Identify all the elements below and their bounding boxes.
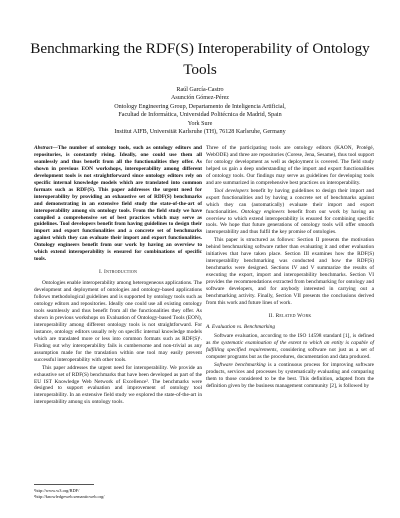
paragraph [206, 333, 374, 361]
emphasis: Tool developers [214, 187, 249, 194]
emphasis: the systematic examination of the extent to which an entity is capable of fulfilling specified requirements [206, 339, 374, 353]
emphasis: Ontology engineers [240, 208, 285, 215]
emphasis: Software benchmarking [214, 361, 266, 368]
footnote-rule [34, 484, 94, 485]
footnote: ¹http://www.w3.org/RDF/ [34, 488, 80, 493]
paragraph-text: Software evaluation, according to the ISO 14598 standard [1], is defined as [206, 332, 374, 346]
paragraph-text: , considering software not just as a set of computer programs but as the procedures, documentation and data produced. [206, 346, 374, 360]
affiliation-line: Institut AIFB, Universität Karlsruhe (TH), 76128 Karlsruhe, Germany [114, 129, 286, 136]
right-column [206, 145, 374, 390]
paragraph-text: benefit by having guidelines to design their import and export functionalities and by having a concrete set of benchmarks against which they can (automatically) evaluate their import and export functionalities. [206, 187, 375, 215]
footnote: ²http://knowledgeweb.semanticweb.org/ [34, 493, 105, 499]
author-block [20, 86, 380, 136]
paragraph [206, 362, 374, 390]
abstract-label: Abstract [34, 145, 53, 151]
footnotes [34, 488, 202, 499]
paragraph-text: is a continuous process for improving software products, services and processes by systematically evaluating and comparing them to those considered to be the best. This definition, adapted from the definition given by the business management community [2], is followed by [206, 361, 374, 389]
author-name: York Sure [187, 120, 213, 127]
paragraph: This paper is structured as follows: Section II presents the motivation behind benchmarking software rather than evaluating it and other evaluation initiatives that have taken place. Section III examines how the RDF(S) interoperability benchmarking was conducted and how the RDF(S) benchmarks were designed. Sections IV and V summarize the results of executing the export, import and interoperability benchmarks. Section VI provides the recommendations extracted from benchmarking for ontology and software developers, and for anybody interested in carrying out a benchmarking activity. Finally, Section VII presents the conclusions derived from this work and future lines of work. [206, 237, 374, 306]
abstract-text: —The number of ontology tools, such as ontology editors and repositories, is constantly rising. Ideally, one could use them all seamlessly and thus benefit from all the functionalities they offer. As shown in previous EON workshops, interoperability among different development tools is not straightforward since ontology editors rely on specific internal knowledge models which are translated into common formats such as RDF(S). This paper addresses the urgent need for interoperability by providing an exhaustive set of RDF(S) benchmarks and demonstrating in an extensive field study the state-of-the-art of interoperability among six ontology tools. From the field study we have compiled a comprehensive set of best practices which may serve as guidelines. Tool developers benefit from having guidelines to design their import and export functionalities and a concrete set of benchmarks against which they can evaluate their import and export functionalities. Ontology engineers benefit from our work by having an overview to which extend interoperability is ensured for combinations of specific tools. [34, 145, 202, 263]
abstract [34, 145, 202, 263]
author-name: Asunción Gómez-Pérez [170, 95, 230, 102]
paragraph: Three of the participating tools are ontology editors (KAON, Protégé, WebODE) and three are repositories (Corese, Jena, Sesame), thus tool support for ontology development as well as deployment is covered. The field study helped us gain a deep understanding of the import and export functionalities of ontology tools. Our findings may serve as guidelines for developing tools and are summarized in comprehensive best practices on interoperability. [206, 145, 374, 186]
paragraph: Ontologies enable interoperability among heterogeneous applications. The development and deployment of ontologies and ontology-based applications follows methodological guidelines and is supported by ontology tools such as ontology editors and repositories. Ideally one could use all existing ontology tools seamlessly and thus benefit from all the functionalities they offer. As shown in previous workshops on Evaluation of Ontology-based Tools (EON), interoperability among different ontology tools is not straightforward. For instance, ontology editors usually rely on specific internal knowledge models which are translated more or less into common formats such as RDF(S)¹. Finding out why interoperability fails is cumbersome and non-trivial as any assumption made for the translation within one tool may easily prevent successful interoperability with other tools. [34, 280, 202, 363]
left-column [34, 145, 202, 407]
section-heading-related-work: II. Related Work [268, 312, 312, 319]
affiliation-line: Facultad de Informática, Universidad Politécnica de Madrid, Spain [118, 112, 282, 119]
subsection-heading: A. Evaluation vs. Benchmarking [206, 323, 276, 330]
affiliation-line: Ontology Engineering Group, Departamento de Inteligencia Artificial, [114, 103, 286, 110]
paragraph-text: benefit from our work by having an overview to which extend interoperability is ensured for combining specific tools. We hope that future generations of ontology tools will offer smooth interoperability and thus fulfil the key promise of ontologies. [206, 208, 375, 236]
paragraph [206, 188, 374, 237]
author-name: Raúl García-Castro [176, 87, 224, 93]
paper-title: Benchmarking the RDF(S) Interoperability of Ontology Tools [30, 40, 370, 78]
paragraph: This paper addresses the urgent need for interoperability. We provide an exhaustive set of RDF(S) benchmarks that have been developed as part of the EU IST Knowledge Web Network of Excellence². The benchmarks were designed to support evaluation and improvement of ontology tool interoperability. In an extensive field study we explored the state-of-the-art in interoperability among six ontology tools. [34, 364, 202, 406]
section-heading-introduction: I. Introduction [98, 269, 138, 276]
